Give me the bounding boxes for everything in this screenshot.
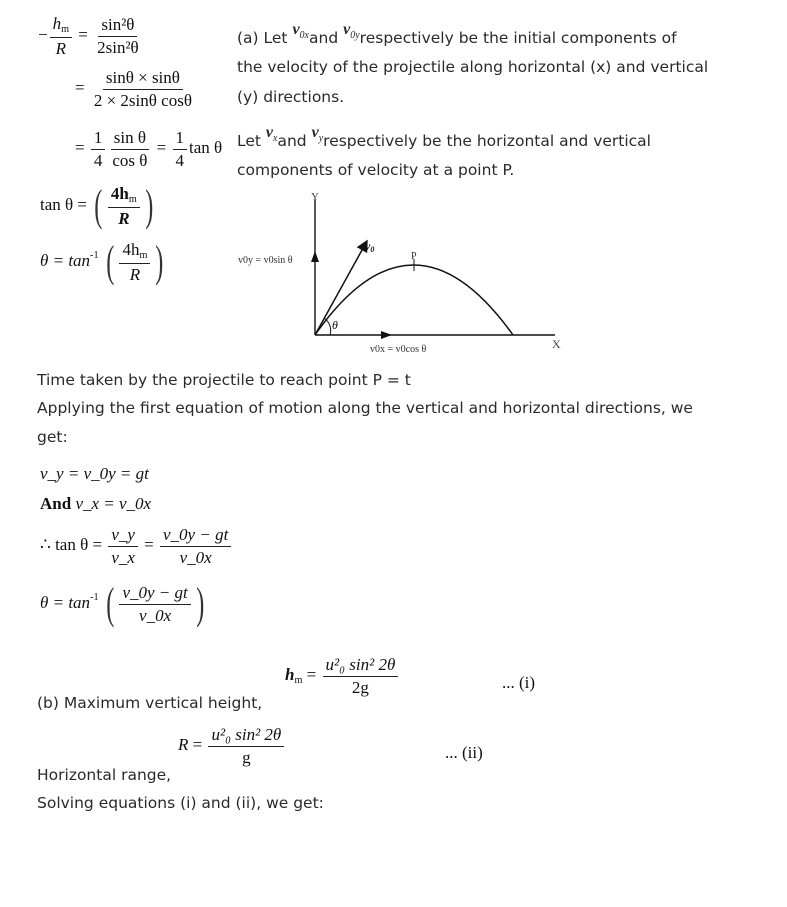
left-paren: ( [106,579,115,628]
vy-over-vx-fraction [108,525,138,567]
denominator: 4 [175,150,184,170]
denominator: R [118,208,130,228]
part-a-para-2-rest: respectively be the horizontal and vertical [323,132,651,150]
let-word: Let [237,132,261,150]
time-taken-line: Time taken by the projectile to reach point P = t [37,371,411,389]
derivation-line-4 [40,181,156,231]
derivation-line-3: = $\frac{1}{4}$ $\frac{\text{sin θ}}{\text{cos θ}}$ = $\frac{1}{4}$ tan θ [75,128,223,170]
applying-line-2: get: [37,428,68,446]
v0y-symbol: $v_{0y}$ [343,21,360,42]
minus-sign: − [38,25,48,45]
hm-over-r-fraction [50,14,72,58]
and-word: And [40,494,72,513]
equation-vy: v_y = v_0y = gt [40,464,149,483]
hm-fraction [323,655,399,697]
range-fraction [208,725,284,767]
numerator: sin θ [111,128,149,150]
denominator: cos θ [112,150,148,170]
one-quarter-fraction-2 [173,128,188,170]
max-height-equation: $h_m$ = $\frac{\text{u²₀ sin² 2θ}}{2g}$ [285,655,400,697]
vy-symbol: $v_y$ [311,124,324,145]
part-a-rest: respectively be the initial components of [359,29,677,47]
angle-label: θ [332,318,338,332]
solving-line: Solving equations (i) and (ii), we get: [37,794,324,812]
m-subscript: m [128,194,137,206]
sin-over-cos-fraction [109,128,150,170]
numerator: sinθ × sinθ [103,68,183,90]
r-symbol: R [55,38,66,58]
vertical-component-arrowhead [311,251,319,262]
numerator: 1 [91,128,106,150]
max-height-label: (b) Maximum vertical height, [37,694,263,712]
numerator: v_y [108,525,138,547]
equation-tag-ii: ... (ii) [445,743,483,762]
projectile-diagram [230,185,580,365]
numerator: v_0y − gt [160,525,231,547]
v0-arrow [315,241,367,335]
denominator: g [242,747,251,767]
horizontal-range-label: Horizontal range, [37,766,172,784]
theta-lhs: θ = tan [40,251,91,271]
numerator: 4h [122,240,140,259]
theta-lhs: θ = tan [40,592,91,612]
one-quarter-fraction [91,128,106,170]
horizontal-component-label: v0x = v0cos θ [370,344,427,355]
derivation-line-5 [40,237,167,287]
v0y-minus-gt-over-v0x [119,583,190,625]
equation-theta-inverse [40,579,207,628]
numerator: u²₀ sin² 2θ [208,725,284,747]
and-word: and [309,29,339,47]
part-a-line-3: (y) directions. [237,88,345,106]
h-symbol: h [52,14,62,33]
denominator: R [129,264,141,284]
part-a-para-2-line-2: components of velocity at a point P. [237,161,515,179]
x-axis-label: X [552,337,561,351]
equation-tag-i: ... (i) [502,673,536,692]
m-subscript: m [139,250,148,262]
trajectory-curve [315,265,513,335]
right-paren: ) [196,579,205,628]
derivation-line-1: − $\frac{h_m}{R}$ = $\frac{\text{sin²θ}}{\text{2sin²θ}}$ [38,14,144,58]
applying-line-1: Applying the first equation of motion along the vertical and horizontal directions, we [37,399,693,417]
vx-symbol: $v_x$ [265,124,278,145]
inverse-superscript: -1 [90,591,99,603]
numerator: v_0y − gt [119,583,190,605]
point-p-label: P [411,251,417,262]
sin-ratio-fraction [94,15,142,57]
v0y-minus-gt-fraction [160,525,231,567]
denominator: v_0x [179,547,212,567]
part-a-line-1 [237,21,677,50]
part-a-prefix: (a) Let [237,29,288,47]
inverse-superscript: -1 [90,249,99,261]
tan-theta-lhs: tan θ = [40,195,87,215]
and-word: and [277,132,307,150]
equation-vx [40,494,151,514]
tan-theta: tan θ [189,137,223,157]
denominator: v_x [111,547,135,567]
left-paren: ( [94,181,103,231]
y-axis-label: Y [311,191,319,203]
4hm-over-r-fraction [108,184,140,228]
horizontal-component-arrowhead [381,331,392,339]
v0x-symbol: $v_{0x}$ [292,21,309,42]
left-paren: ( [106,237,115,287]
vertical-component-label: v0y = v0sin θ [238,255,293,266]
numerator: u²₀ sin² 2θ [323,655,399,677]
right-paren: ) [145,181,154,231]
h-symbol: h [285,664,295,684]
range-equation: R = $\frac{\text{u²₀ sin² 2θ}}{g}$ [178,725,286,767]
part-a-para-2-line-1 [237,124,651,153]
denominator: 2 × 2sinθ cosθ [93,90,192,110]
denominator: 4 [93,150,103,170]
4hm-over-r-fraction [119,240,150,284]
denominator: v_0x [139,605,172,625]
sin-product-fraction [91,68,195,110]
r-symbol: R [178,734,189,754]
numerator: sin²θ [98,15,137,37]
derivation-line-2: = $\frac{\sin\theta \times \sin\theta}{\text{2 × 2sinθ cosθ}}$ [75,68,197,110]
therefore-tan-theta: ∴ tan θ = [40,534,103,554]
m-subscript: m [61,24,70,36]
part-a-line-2: the velocity of the projectile along horizontal (x) and vertical [237,58,709,76]
right-paren: ) [155,237,164,287]
equation-tan-theta: ∴ tan θ = $\frac{v\_y}{v\_x}$ = $\frac{v\_0y - gt}{v\_0x}$ [40,525,233,567]
vx-equation: v_x = v_0x [75,494,152,513]
denominator: 2sin²θ [97,37,139,57]
denominator: 2g [351,677,369,697]
m-subscript: m [294,675,303,686]
numerator: 1 [173,128,188,150]
v0-label: v0 [365,239,375,254]
numerator: 4h [110,184,129,203]
